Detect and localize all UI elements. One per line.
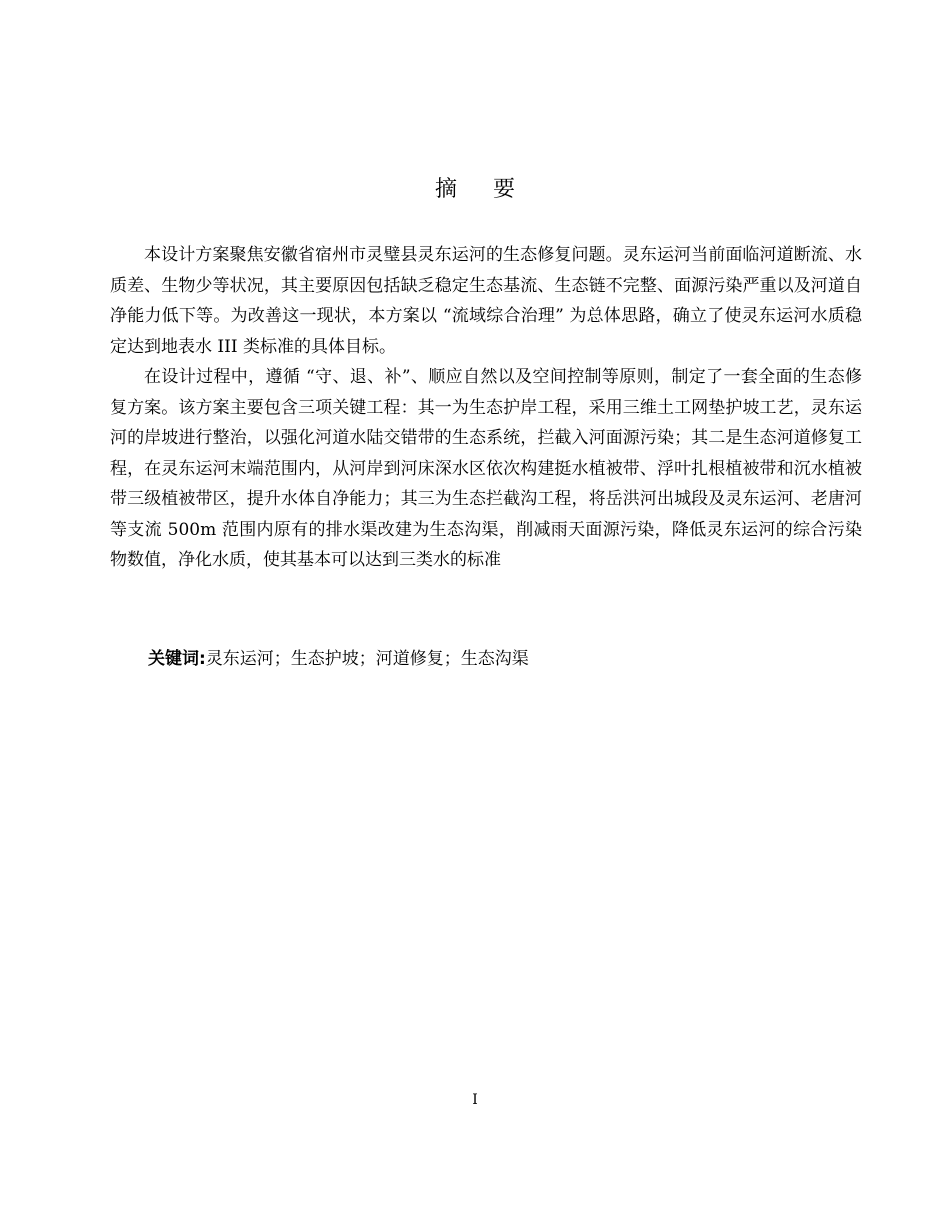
page-number: I xyxy=(472,1092,478,1108)
keywords-separator: : xyxy=(199,649,206,669)
abstract-paragraph-1: 本设计方案聚焦安徽省宿州市灵璧县灵东运河的生态修复问题。灵东运河当前面临河道断流、水质差、生物少等状况，其主要原因包括缺乏稳定生态基流、生态链不完整、面源污染严重以及河道自净能力低下等。为改善这一现状，本方案以 “流域综合治理” 为总体思路，确立了使灵东运河水质稳定达到地表水 III 类标准的具体目标。 xyxy=(110,245,863,357)
page-title xyxy=(0,176,950,204)
keywords-label: 关键词 xyxy=(148,649,199,669)
abstract-body xyxy=(110,240,862,576)
keywords-line xyxy=(148,645,848,673)
abstract-paragraph-2: 在设计过程中，遵循 “守、退、补”、顺应自然以及空间控制等原则，制定了一套全面的生态修复方案。该方案主要包含三项关键工程：其一为生态护岸工程，采用三维土工网垫护坡工艺，灵东运河的岸坡进行整治，以强化河道水陆交错带的生态系统，拦截入河面源污染；其二是生态河道修复工程，在灵东运河末端范围内，从河岸到河床深水区依次构建挺水植被带、浮叶扎根植被带和沉水植被带三级植被带区，提升水体自净能力；其三为生态拦截沟工程，将岳洪河出城段及灵东运河、老唐河等支流 500m 范围内原有的排水渠改建为生态沟渠，削减雨天面源污染，降低灵东运河的综合污染物数值，净化水质，使其基本可以达到三类水的标准 xyxy=(110,367,862,570)
title-char-2: 要 xyxy=(493,177,516,202)
title-char-1: 摘 xyxy=(434,177,457,202)
keywords-value: 灵东运河；生态护坡；河道修复；生态沟渠 xyxy=(205,649,529,669)
